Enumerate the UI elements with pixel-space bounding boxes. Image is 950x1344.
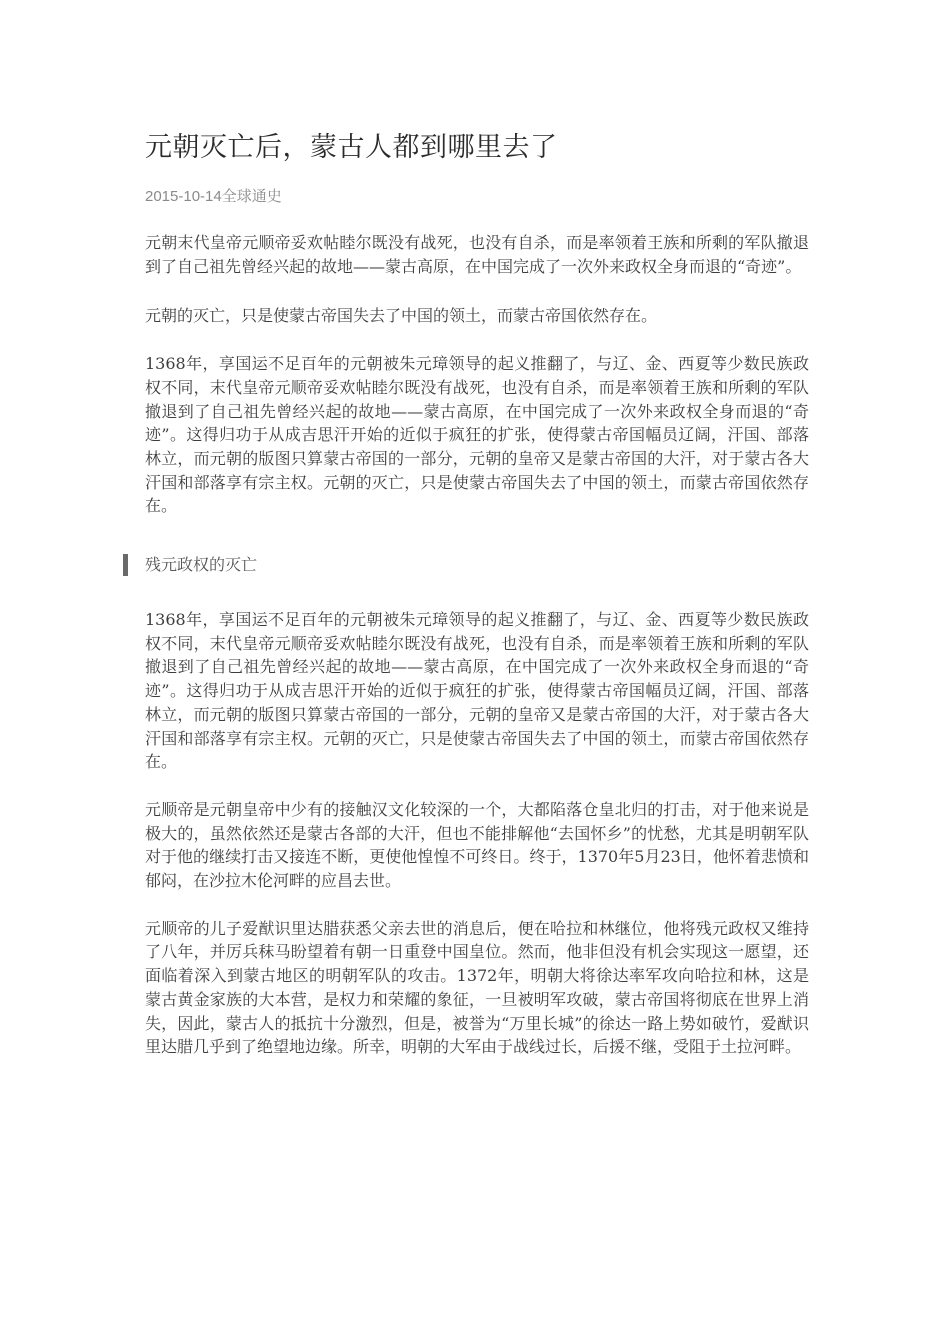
paragraph-section-3: 元顺帝的儿子爱猷识里达腊获悉父亲去世的消息后，便在哈拉和林继位，他将残元政权又维持了八年，并厉兵秣马盼望着有朝一日重登中国皇位。然而，他非但没有机会实现这一愿望，还面临着深入到蒙古地区的明朝军队的攻击。1372年，明朝大将徐达率军攻向哈拉和林，这是蒙古黄金家族的大本营，是权力和荣耀的象征，一旦被明军攻破，蒙古帝国将彻底在世界上消失，因此，蒙古人的抵抗十分激烈，但是，被誉为“万里长城”的徐达一路上势如破竹，爱猷识里达腊几乎到了绝望地边缘。所幸，明朝的大军由于战线过长，后援不继，受阻于土拉河畔。 [145, 918, 809, 1057]
paragraph-section-1: 1368年，享国运不足百年的元朝被朱元璋领导的起义推翻了，与辽、金、西夏等少数民族政权不同，末代皇帝元顺帝妥欢帖睦尔既没有战死，也没有自杀，而是率领着王族和所剩的军队撤退到了自己祖先曾经兴起的故地——蒙古高原，在中国完成了一次外来政权全身而退的“奇迹”。这得归功于从成吉思汗开始的近似于疯狂的扩张，使得蒙古帝国幅员辽阔，汗国、部落林立，而元朝的版图只算蒙古帝国的一部分，元朝的皇帝又是蒙古帝国的大汗，对于蒙古各大汗国和部落享有宗主权。元朝的灭亡，只是使蒙古帝国失去了中国的领土，而蒙古帝国依然存在。 [145, 610, 809, 772]
paragraph-intro: 元朝末代皇帝元顺帝妥欢帖睦尔既没有战死，也没有自杀，而是率领着王族和所剩的军队撤退到了自己祖先曾经兴起的故地——蒙古高原，在中国完成了一次外来政权全身而退的“奇迹”。 [145, 233, 809, 276]
article-title: 元朝灭亡后，蒙古人都到哪里去了 [145, 132, 558, 163]
section-heading-text: 残元政权的灭亡 [145, 555, 258, 575]
article [145, 128, 809, 1059]
source-name: 全球通史 [221, 188, 282, 205]
paragraph-background: 1368年，享国运不足百年的元朝被朱元璋领导的起义推翻了，与辽、金、西夏等少数民族政权不同，末代皇帝元顺帝妥欢帖睦尔既没有战死，也没有自杀，而是率领着王族和所剩的军队撤退到了自己祖先曾经兴起的故地——蒙古高原，在中国完成了一次外来政权全身而退的“奇迹”。这得归功于从成吉思汗开始的近似于疯狂的扩张，使得蒙古帝国幅员辽阔，汗国、部落林立，而元朝的版图只算蒙古帝国的一部分，元朝的皇帝又是蒙古帝国的大汗，对于蒙古各大汗国和部落享有宗主权。元朝的灭亡，只是使蒙古帝国失去了中国的领土，而蒙古帝国依然存在。 [145, 354, 809, 516]
section-marker-bar [123, 554, 128, 576]
section-heading [145, 552, 809, 578]
paragraph-section-2: 元顺帝是元朝皇帝中少有的接触汉文化较深的一个，大都陷落仓皇北归的打击，对于他来说是极大的，虽然依然还是蒙古各部的大汗，但也不能排解他“去国怀乡”的忧愁，尤其是明朝军队对于他的继续打击又接连不断，更使他惶惶不可终日。终于，1370年5月23日，他怀着悲愤和郁闷，在沙拉木伦河畔的应昌去世。 [145, 799, 809, 891]
article-meta [145, 186, 809, 208]
paragraph-summary: 元朝的灭亡，只是使蒙古帝国失去了中国的领土，而蒙古帝国依然存在。 [145, 306, 658, 326]
publish-date: 2015-10-14 [145, 188, 222, 205]
